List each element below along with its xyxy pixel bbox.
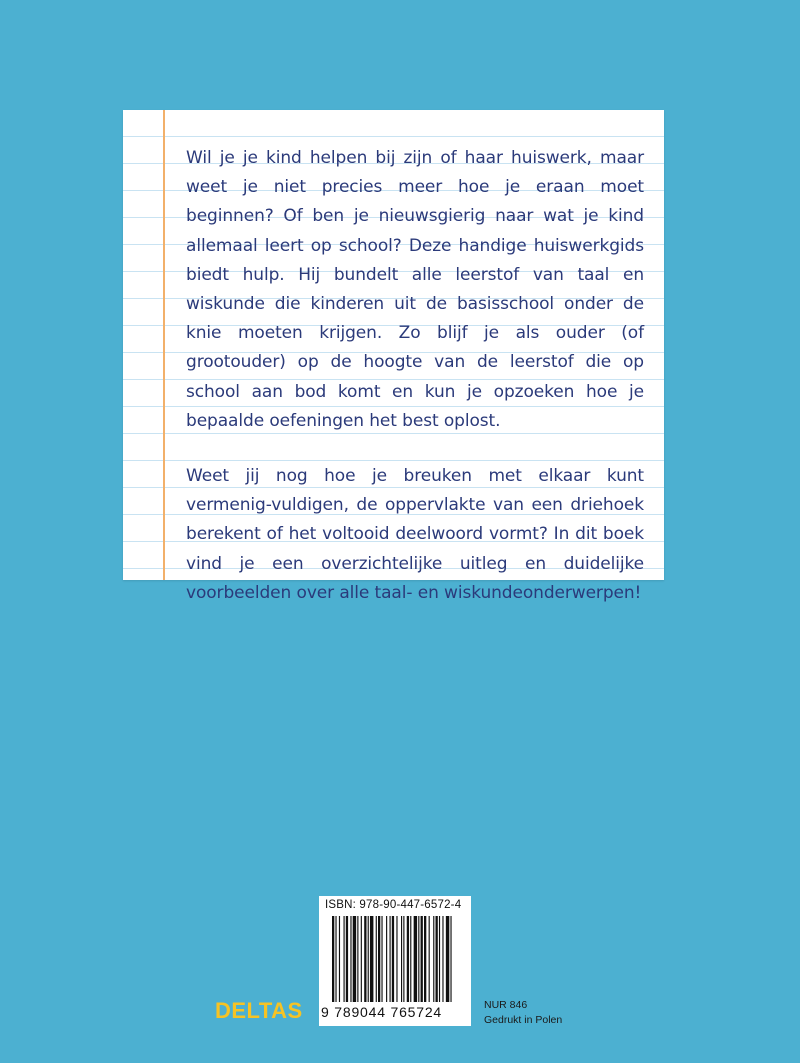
barcode-bar — [429, 916, 430, 1002]
margin-line — [163, 110, 165, 580]
barcode-bar — [414, 916, 417, 1002]
barcode-bar — [353, 916, 356, 1002]
printed-in: Gedrukt in Polen — [484, 1013, 563, 1026]
barcode-bar — [436, 916, 438, 1002]
publisher-logo: DELTAS — [215, 998, 303, 1023]
barcode-panel — [319, 896, 471, 1026]
barcode-bar — [368, 916, 369, 1002]
barcode-bar — [344, 916, 345, 1002]
barcode-bar — [401, 916, 402, 1002]
barcode-bar — [357, 916, 358, 1002]
barcode-bar — [418, 916, 419, 1002]
barcode-bar — [421, 916, 423, 1002]
barcode-bar — [370, 916, 373, 1002]
barcode-bar — [450, 916, 451, 1002]
barcode-bar — [446, 916, 449, 1002]
barcode-bar — [386, 916, 387, 1002]
barcode-bar — [439, 916, 440, 1002]
barcode-bar — [392, 916, 394, 1002]
nur-code: NUR 846 — [484, 999, 528, 1011]
barcode-digits: 9 789044 765724 — [321, 1004, 442, 1020]
barcode-bar — [442, 916, 443, 1002]
barcode-bar — [376, 916, 377, 1002]
barcode-bars — [332, 916, 460, 1002]
barcode-bar — [381, 916, 382, 1002]
barcode-bar — [339, 916, 340, 1002]
notebook-paper — [123, 110, 664, 603]
barcode-bar — [364, 916, 366, 1002]
barcode-bar — [378, 916, 380, 1002]
barcode-bar — [407, 916, 409, 1002]
barcode-bar — [396, 916, 397, 1002]
isbn-label: ISBN: 978-90-447-6572-4 — [325, 899, 462, 911]
barcode-bar — [390, 916, 391, 1002]
print-info — [484, 998, 562, 1027]
barcode-bar — [350, 916, 351, 1002]
barcode-bar — [332, 916, 334, 1002]
barcode-bar — [433, 916, 434, 1002]
blurb-text — [186, 144, 644, 608]
barcode-bar — [410, 916, 411, 1002]
barcode-bar — [403, 916, 404, 1002]
barcode-bar — [424, 916, 426, 1002]
blurb-paragraph-2: Weet jij nog hoe je breuken met elkaar kunt vermenig-vuldigen, de oppervlakte van een driehoek berekent of het voltooid deelwoord vormt? In dit boek vind je een overzichtelijke uitleg en duidelijke voorbeelden over alle taal- en wiskundeonderwerpen! — [186, 466, 644, 603]
barcode-bar — [346, 916, 348, 1002]
barcode-bar — [361, 916, 362, 1002]
barcode-bar — [335, 916, 336, 1002]
blurb-paragraph-1: Wil je je kind helpen bij zijn of haar huiswerk, maar weet je niet precies meer hoe je eraan moet beginnen? Of ben je nieuwsgierig naar wat je kind allemaal leert op school? Deze handige huiswerkgids biedt hulp. Hij bundelt alle leerstof van taal en wiskunde die kinderen uit de basisschool onder de knie moeten krijgen. Zo blijf je als ouder (of grootouder) op de hoogte van de leerstof die op school aan bod komt en kun je opzoeken hoe je bepaalde oefeningen het best oplost. — [186, 148, 644, 431]
